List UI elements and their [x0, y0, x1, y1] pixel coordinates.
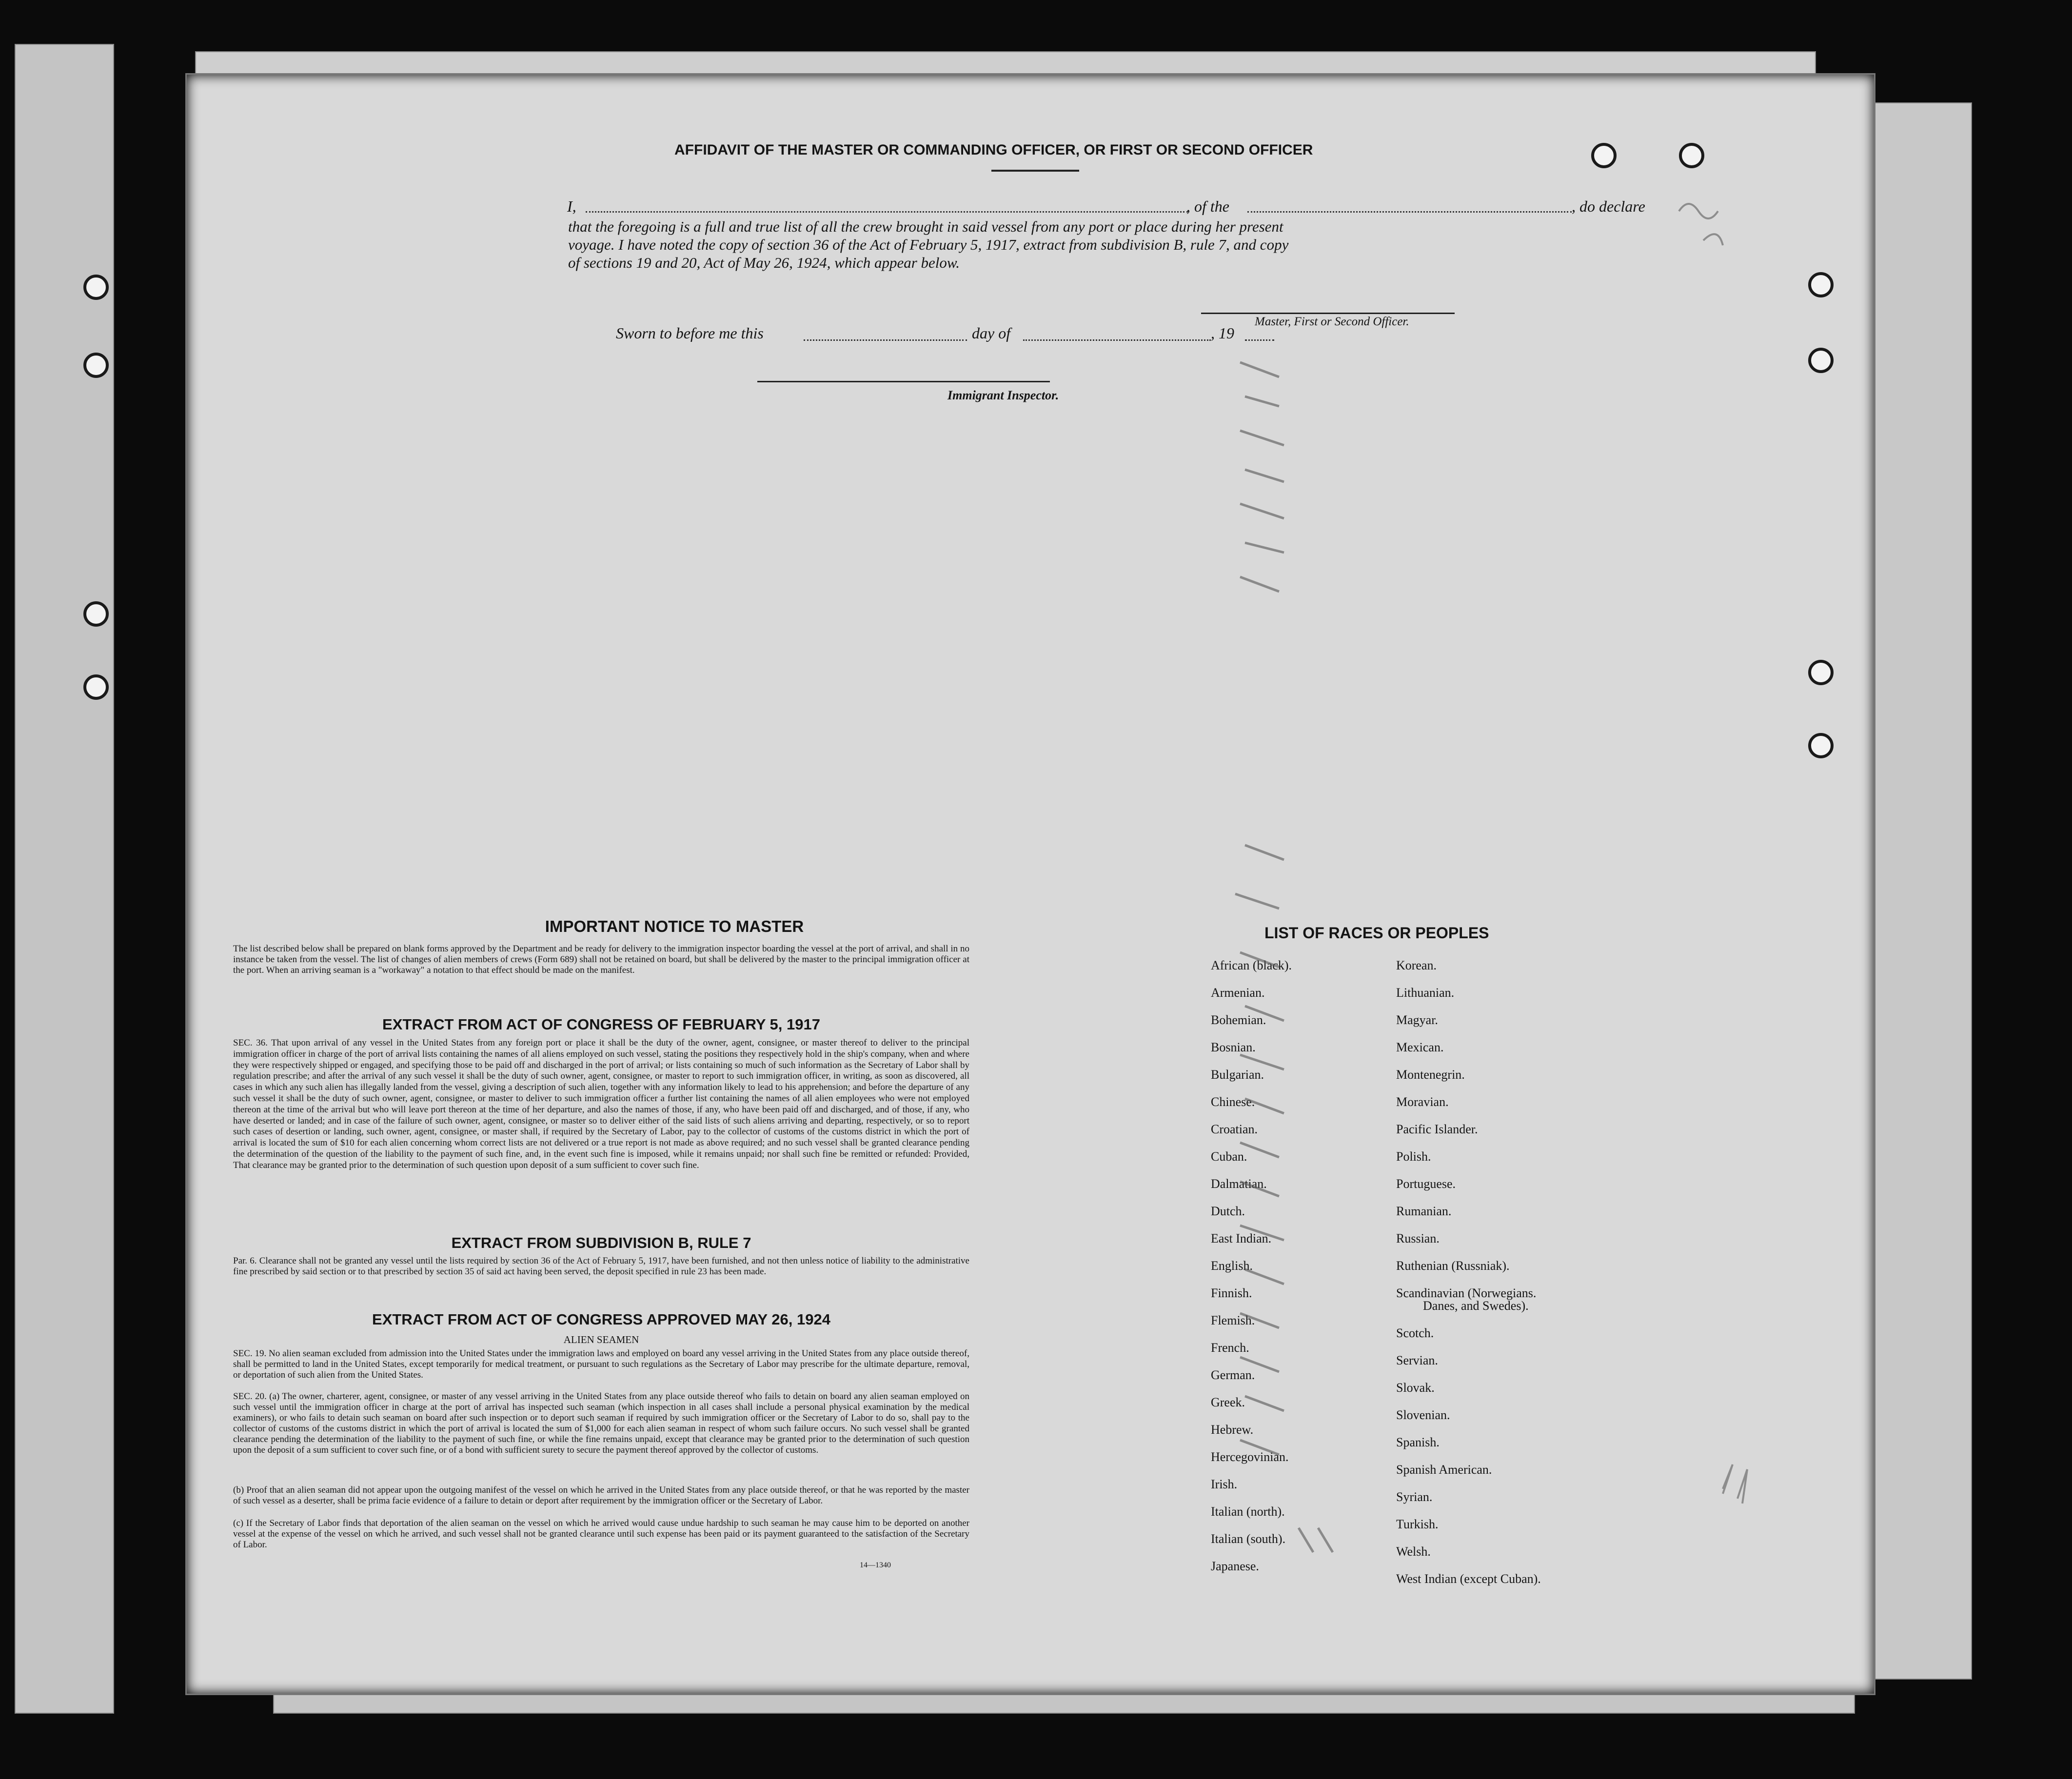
extract-1917-title: EXTRACT FROM ACT OF CONGRESS OF FEBRUARY 5, 1917: [382, 1016, 820, 1033]
master-signature-label: Master, First or Second Officer.: [1255, 315, 1409, 328]
sec20b-text: (b) Proof that an alien seaman did not appear upon the outgoing manifest of the vessel on which he arrived in the United States from any place outside thereof, or that he was reported by the master of such vessel as a deserter, shall be prima facie evidence of a failure to detain or deport after requirement by the immigration officer or the Secretary of Labor.: [233, 1485, 969, 1506]
race-item: Welsh.: [1396, 1544, 1431, 1559]
form-number: 14—1340: [860, 1561, 891, 1569]
extract-rule7-text: Par. 6. Clearance shall not be granted any vessel until the lists required by section 36 of the Act of February 5, 1917, have been furnished, and not then unless notice of liability to the administrative fine prescribed by said section or to that prescribed by section 35 of said act having been served, the deposit specified in rule 23 has been made.: [233, 1256, 969, 1277]
races-title: LIST OF RACES OR PEOPLES: [1264, 924, 1489, 942]
race-item: Slovak.: [1396, 1381, 1435, 1395]
race-item: Portuguese.: [1396, 1177, 1456, 1191]
race-item: Slovenian.: [1396, 1408, 1450, 1422]
race-item: English.: [1211, 1259, 1253, 1273]
race-item: Dalmatian.: [1211, 1177, 1267, 1191]
race-item: Servian.: [1396, 1353, 1438, 1367]
race-item: African (black).: [1211, 958, 1292, 972]
race-item: Hebrew.: [1211, 1423, 1254, 1437]
race-item: Spanish.: [1396, 1435, 1440, 1449]
race-item: West Indian (except Cuban).: [1396, 1572, 1541, 1586]
sec19-text: SEC. 19. No alien seaman excluded from admission into the United States under the immigration laws and employed on board any vessel arriving in the United States from any place outside thereof, shall be permitted to land in the United States, except temporarily for medical treatment, or pursuant to such regulations as the Secretary of Labor may prescribe for the ultimate departure, removal, or deportation of such alien from the United States.: [233, 1348, 969, 1380]
race-item: Cuban.: [1211, 1149, 1247, 1164]
affidavit-of-the-label: , of the: [1186, 198, 1229, 215]
race-item: Moravian.: [1396, 1095, 1449, 1109]
affidavit-declare-label: , do declare: [1572, 198, 1645, 215]
year-blank[interactable]: [1245, 339, 1274, 341]
sworn-label: Sworn to before me this: [616, 324, 764, 342]
race-item: Mexican.: [1396, 1040, 1444, 1054]
race-item: Lithuanian.: [1396, 986, 1455, 1000]
punch-hole: [1591, 143, 1617, 168]
race-item: Spanish American.: [1396, 1463, 1492, 1477]
inspector-label: Immigrant Inspector.: [947, 388, 1059, 402]
affidavit-body-line: that the foregoing is a full and true list of all the crew brought in said vessel from any port or place during her present: [568, 218, 1283, 235]
extract-rule7-title: EXTRACT FROM SUBDIVISION B, RULE 7: [451, 1234, 751, 1251]
month-blank[interactable]: [1023, 339, 1211, 341]
extract-1924-title: EXTRACT FROM ACT OF CONGRESS APPROVED MAY 26, 1924: [372, 1311, 830, 1328]
race-item: Russian.: [1396, 1231, 1440, 1245]
race-item: Croatian.: [1211, 1122, 1258, 1136]
race-item: Montenegrin.: [1396, 1067, 1465, 1082]
handwritten-annotation: [1650, 123, 1874, 1586]
race-item: Ruthenian (Russniak).: [1396, 1259, 1510, 1273]
race-item: German.: [1211, 1368, 1255, 1382]
vessel-blank[interactable]: [1247, 211, 1572, 213]
race-item: Dutch.: [1211, 1204, 1245, 1218]
year-label: , 19: [1211, 324, 1234, 342]
master-signature-line[interactable]: [1201, 313, 1455, 314]
race-item: Japanese.: [1211, 1559, 1259, 1573]
race-item: Scandinavian (Norwegians.: [1396, 1286, 1537, 1300]
race-item: Greek.: [1211, 1395, 1245, 1409]
race-item: East Indian.: [1211, 1231, 1272, 1245]
extract-1917-text: SEC. 36. That upon arrival of any vessel in the United States from any foreign port or place it shall be the duty of the owner, agent, consignee, or master thereof to deliver to the principal immigration officer in charge of the port of arrival lists containing the names of all aliens employed on such vessel, stating the positions they respectively hold in the ship's company, when and where they were respectively shipped or engaged, and specifying those to be paid off and discharged in the port of arrival; or lists containing so much of such information as the Secretary of Labor shall by regulation prescribe; and after the arrival of any such vessel it shall be the duty of such owner, agent, consignee, or master to report to such immigration officer, in writing, as soon as discovered, all cases in which any such alien has illegally landed from the vessel, giving a description of such alien, together with any information likely to lead to his apprehension; and before the departure of any such vessel it shall be the duty of such owner, agent, consignee, or master to deliver to such immigration officer a further list containing the names of all alien employees who were not employed thereon at the time of the arrival but who will leave port thereon at the time of her departure, and also the names of those, if any, who have been paid off and discharged, and of those, if any, who have deserted or landed; and in case of the failure of such owner, agent, consignee, or master so to deliver either of the said lists of such aliens arriving and departing, respectively, or so to report such cases of desertion or landing, such owner, agent, consignee, or master shall, if required by the Secretary of Labor, pay to the collector of customs of the customs district in which the port of arrival is located the sum of $10 for each alien concerning whom correct lists are not delivered or a true report is not made as above required; and no such vessel shall be granted clearance pending the determination of the question of the liability to the payment of such fine, and, in the event such fine is imposed, while it remains unpaid; nor shall such fine be remitted or refunded: Provided, That clearance may be granted prior to the determination of such question upon deposit of a sum sufficient to cover such fine.: [233, 1038, 969, 1170]
notice-text: The list described below shall be prepared on blank forms approved by the Department and be ready for delivery to the immigration inspector boarding the vessel at the port of arrival, and shall in no instance be taken from the vessel. The list of changes of alien members of crews (Form 689) shall not be retained on board, but shall be delivered by the master to the principal immigration officer at the port. When an arriving seaman is a "workaway" a notation to that effect should be made on the manifest.: [233, 944, 969, 975]
race-item: Scotch.: [1396, 1326, 1434, 1340]
sec20c-text: (c) If the Secretary of Labor finds that deportation of the alien seaman on the vessel on which he arrived would cause undue hardship to such seaman he may cause him to be deported on another vessel at the expense of the vessel on which he arrived, and such vessel shall not be granted clearance until such expense has been paid or its payment guaranteed to the satisfaction of the Secretary of Labor.: [233, 1518, 969, 1550]
title-underline: [991, 170, 1079, 172]
race-item: Italian (north).: [1211, 1504, 1285, 1519]
race-item: Chinese.: [1211, 1095, 1255, 1109]
race-item: Flemish.: [1211, 1313, 1255, 1327]
race-item: Syrian.: [1396, 1490, 1433, 1504]
punch-hole: [83, 674, 109, 700]
race-item: Turkish.: [1396, 1517, 1439, 1531]
race-item: Korean.: [1396, 958, 1437, 972]
sec20-text: SEC. 20. (a) The owner, charterer, agent, consignee, or master of any vessel arriving in the United States from any place outside thereof who fails to detain on board any alien seaman employed on such vessel until the immigration officer in charge at the port of arrival has inspected such seaman (which inspection in all cases shall include a personal physical examination by the medical examiners), or who fails to detain such seaman on board after such inspection or to deport such seaman if required by such immigration officer or the Secretary of Labor to do so, shall pay to the collector of customs of the customs district in which the port of arrival is located the sum of $1,000 for each alien seaman in respect of whom such failure occurs. No such vessel shall be granted clearance pending the determination of the liability to the payment of such fine, or while the fine remains unpaid, except that clearance may be granted prior to the determination of such question upon the deposit of a sum sufficient to cover such fine, or of a bond with sufficient surety to secure the payment thereof approved by the collector of customs.: [233, 1391, 969, 1455]
race-item: French.: [1211, 1341, 1249, 1355]
document-page: [185, 73, 1875, 1695]
affidavit-body-line: of sections 19 and 20, Act of May 26, 1924, which appear below.: [568, 254, 960, 271]
race-item: Danes, and Swedes).: [1423, 1299, 1529, 1313]
punch-hole: [83, 275, 109, 300]
race-item: Bohemian.: [1211, 1013, 1266, 1027]
notice-title: IMPORTANT NOTICE TO MASTER: [545, 917, 804, 935]
affidavit-title: AFFIDAVIT OF THE MASTER OR COMMANDING OFFICER, OR FIRST OR SECOND OFFICER: [674, 142, 1313, 158]
sworn-day-blank[interactable]: [804, 339, 967, 341]
race-item: Polish.: [1396, 1149, 1431, 1164]
affidavit-body-line: voyage. I have noted the copy of section 36 of the Act of February 5, 1917, extract from subdivision B, rule 7, and copy: [568, 236, 1289, 253]
race-item: Armenian.: [1211, 986, 1265, 1000]
affidavit-i-label: I,: [567, 198, 576, 215]
race-item: Magyar.: [1396, 1013, 1438, 1027]
race-item: Finnish.: [1211, 1286, 1252, 1300]
name-blank[interactable]: [586, 211, 1188, 213]
race-item: Hercegovinian.: [1211, 1450, 1289, 1464]
inspector-signature-line[interactable]: [757, 381, 1050, 382]
punch-hole: [83, 353, 109, 378]
race-item: Irish.: [1211, 1477, 1238, 1491]
punch-hole: [83, 601, 109, 627]
day-of-label: day of: [972, 324, 1011, 342]
race-item: Italian (south).: [1211, 1532, 1286, 1546]
race-item: Pacific Islander.: [1396, 1122, 1478, 1136]
race-item: Bulgarian.: [1211, 1067, 1264, 1082]
race-item: Bosnian.: [1211, 1040, 1256, 1054]
race-item: Rumanian.: [1396, 1204, 1452, 1218]
handwritten-tick-marks: [1186, 357, 1381, 1577]
alien-seamen-subtitle: ALIEN SEAMEN: [563, 1334, 639, 1345]
